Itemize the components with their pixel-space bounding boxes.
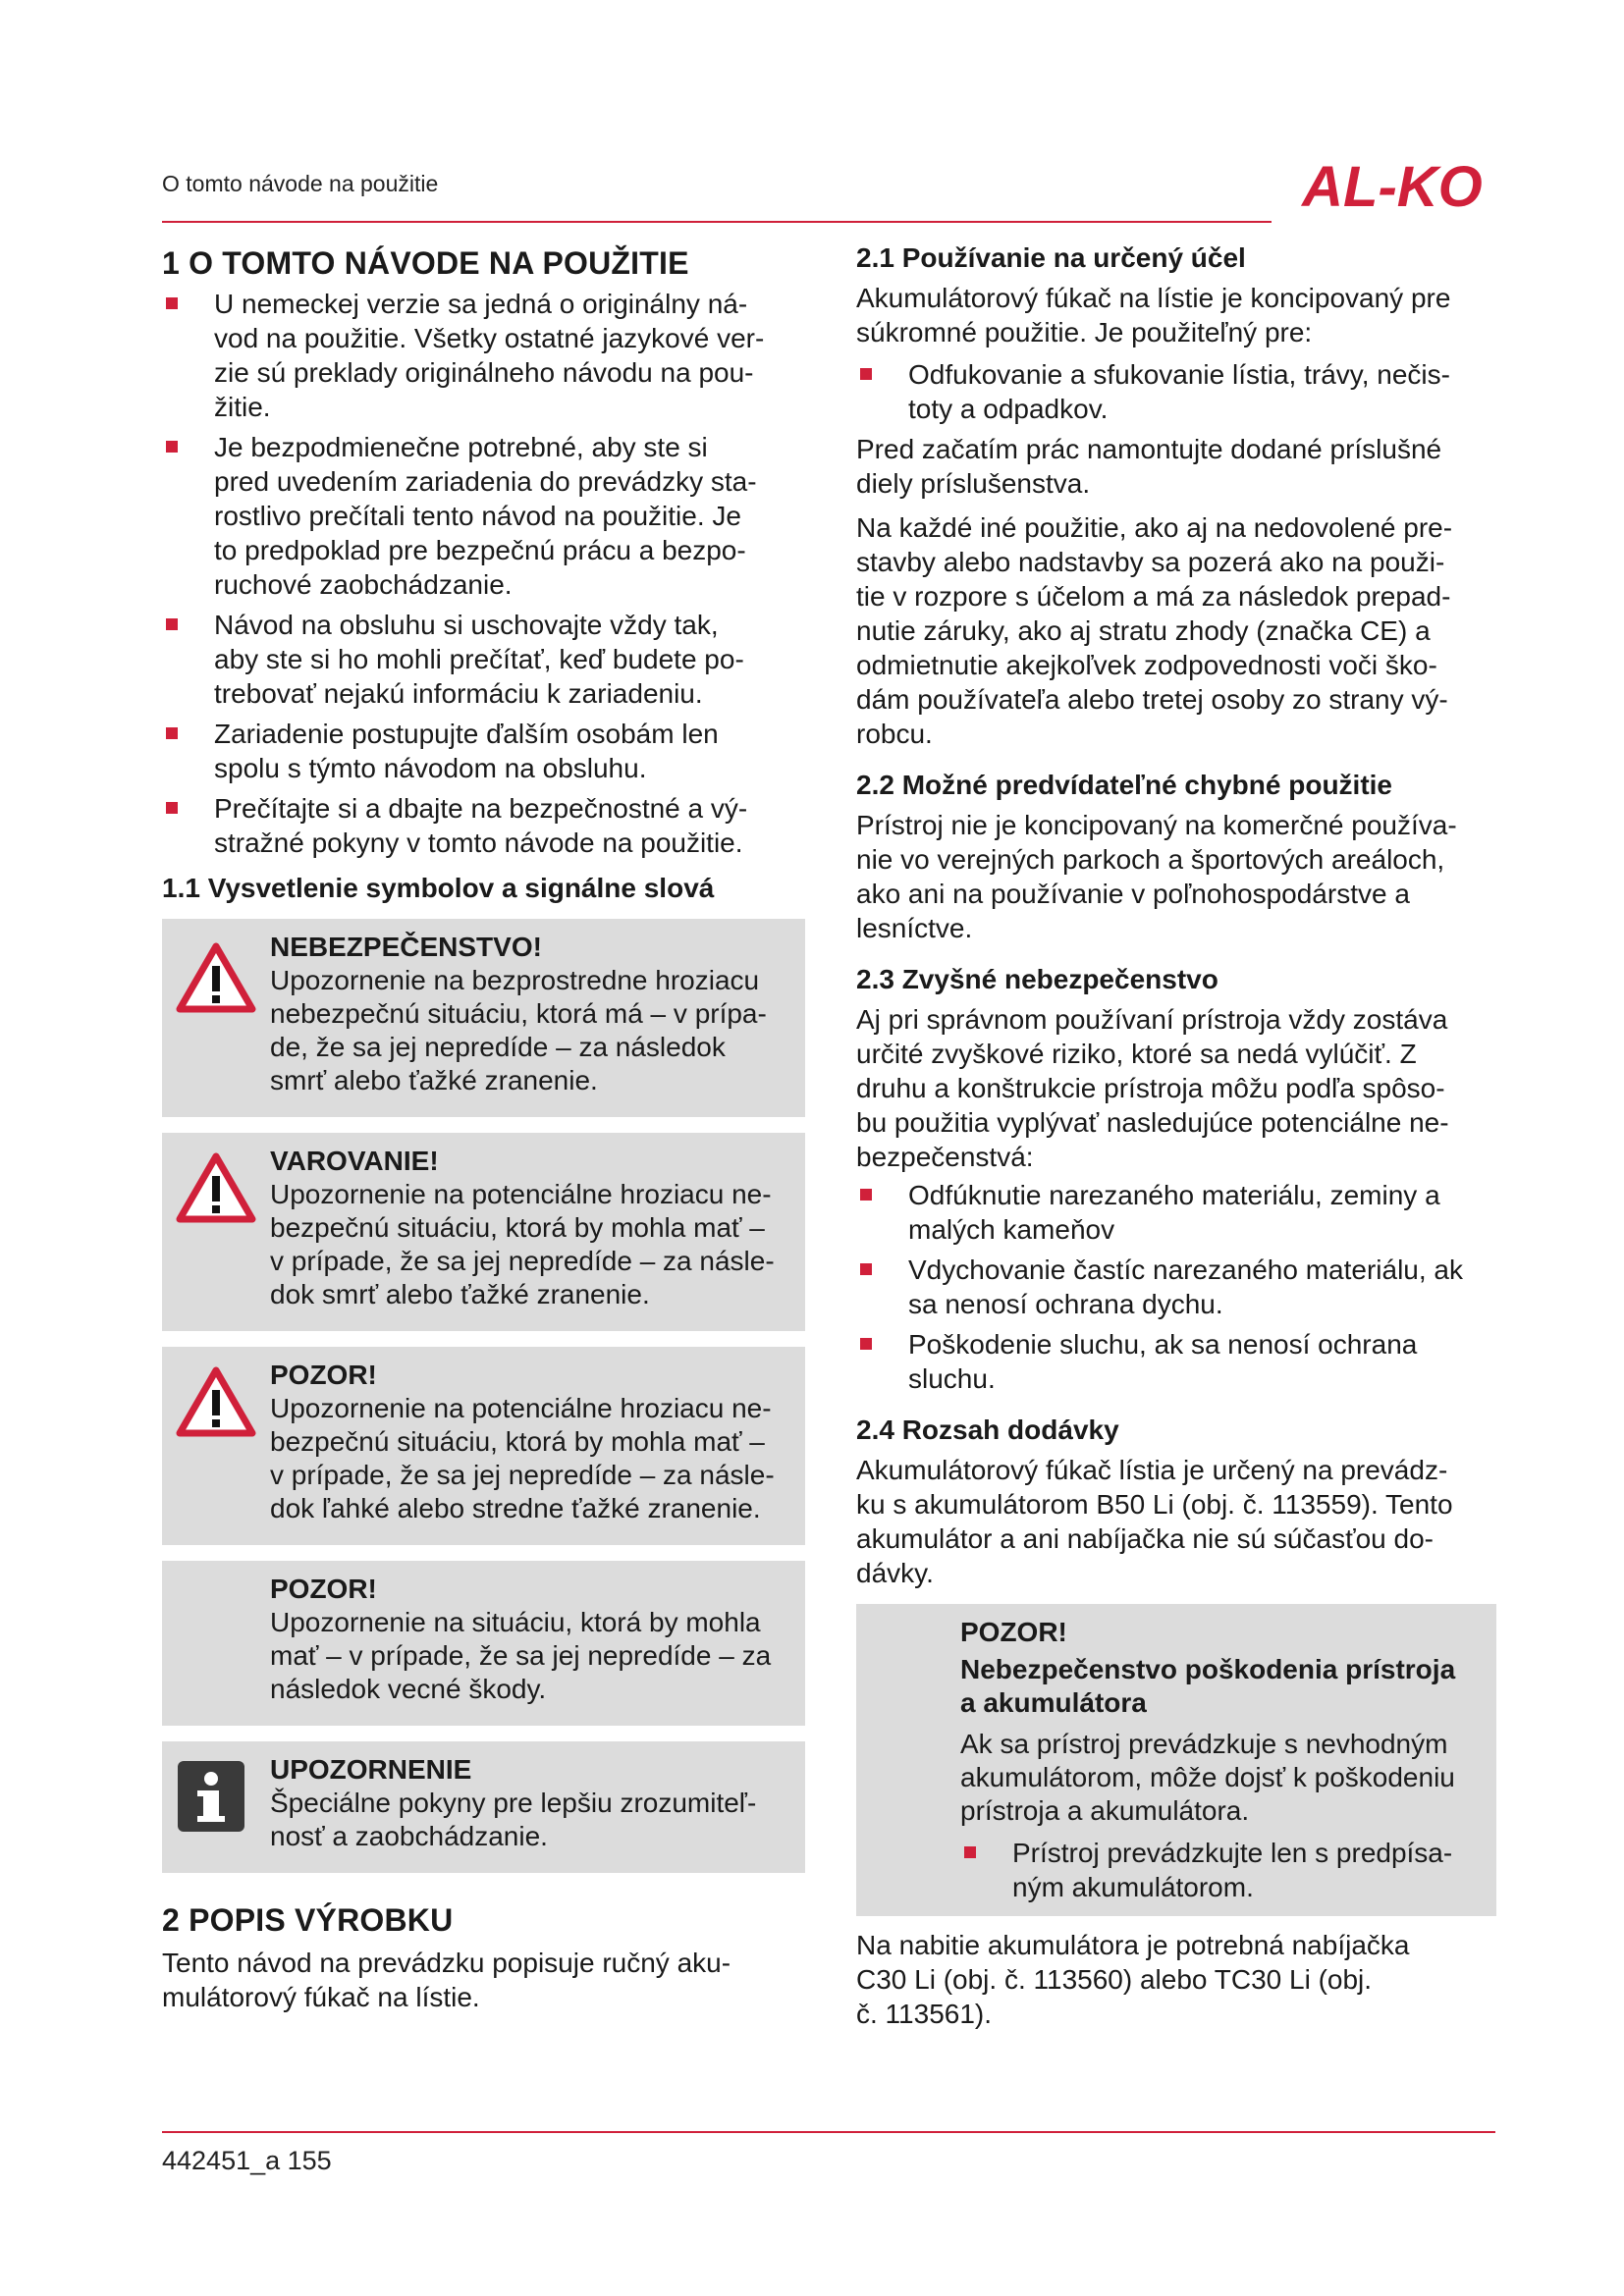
list-item-text: Prečítajte si a dbajte na bezpečnostné a vý- stražné pokyny v tomto návode na použitie. bbox=[214, 793, 748, 858]
notice-battery-caution bbox=[856, 1604, 1496, 1916]
section-2-1-bullets bbox=[856, 357, 1496, 426]
notice-body: Upozornenie na bezprostredne hroziacu nebezpečnú situáciu, ktorá má – v prípa- de, že sa jej nepredíde – za následok smrť alebo ťažké zranenie. bbox=[270, 965, 767, 1095]
notice-body: Upozornenie na potenciálne hroziacu ne- bezpečnú situáciu, ktorá by mohla mať – v prípade, že sa jej nepredíde – za násle- dok smrť alebo ťažké zranenie. bbox=[270, 1179, 775, 1309]
section-2-2-paragraph: Prístroj nie je koncipovaný na komerčné používa- nie vo verejných parkoch a športových areáloch, ako ani na používanie v poľnohospodárstve a lesníctve. bbox=[856, 810, 1457, 943]
bullet-square-icon bbox=[860, 1338, 872, 1350]
notice-bullets bbox=[960, 1836, 1487, 1904]
footer-page-ref: 442451_a 155 bbox=[162, 2146, 332, 2175]
alko-logo bbox=[1288, 157, 1496, 214]
list-item-text: Návod na obsluhu si uschovajte vždy tak, aby ste si ho mohli prečítať, keď budete po- trebovať nejakú informáciu k zariadeniu. bbox=[214, 610, 744, 709]
list-item bbox=[856, 1253, 1496, 1321]
notice-danger bbox=[162, 919, 805, 1117]
list-item bbox=[856, 357, 1496, 426]
list-item bbox=[162, 717, 805, 785]
warning-triangle-icon bbox=[176, 1152, 256, 1228]
section-2-1-paragraph: Akumulátorový fúkač na lístie je koncipovaný pre súkromné použitie. Je použiteľný pre: bbox=[856, 283, 1451, 347]
bullet-square-icon bbox=[166, 802, 178, 814]
list-item bbox=[162, 791, 805, 860]
list-item bbox=[162, 287, 805, 424]
list-item bbox=[162, 430, 805, 602]
notice-body: Špeciálne pokyny pre lepšiu zrozumiteľ- nosť a zaobchádzanie. bbox=[270, 1788, 757, 1851]
footer-rule bbox=[162, 2131, 1495, 2133]
logo-graphic bbox=[1288, 157, 1496, 214]
list-item-text: Odfukovanie a sfukovanie lístia, trávy, nečis- toty a odpadkov. bbox=[908, 359, 1450, 424]
section-2-3-paragraph: Aj pri správnom používaní prístroja vždy zostáva určité zvyškové riziko, ktoré sa nedá vylúčiť. Z druhu a konštrukcie prístroja môžu podľa spôso- bu použitia vyplývať nasledujúce potenciálne ne- bezpečenstvá: bbox=[856, 1004, 1449, 1172]
section-2-3-heading: 2.3 Zvyšné nebezpečenstvo bbox=[856, 964, 1218, 994]
notice-info bbox=[162, 1741, 805, 1873]
notice-title: VAROVANIE! bbox=[270, 1146, 439, 1176]
notice-body: Upozornenie na potenciálne hroziacu ne- bezpečnú situáciu, ktorá by mohla mať – v prípade, že sa jej nepredíde – za násle- dok ľahké alebo stredne ťažké zranenie. bbox=[270, 1393, 775, 1523]
notice-body: Ak sa prístroj prevádzkuje s nevhodným akumulátorom, môže dojsť k poškodeniu prístroja a akumulátora. bbox=[960, 1729, 1455, 1826]
notice-title: UPOZORNENIE bbox=[270, 1754, 472, 1785]
section-1-1-heading: 1.1 Vysvetlenie symbolov a signálne slová bbox=[162, 873, 715, 903]
notice-title: NEBEZPEČENSTVO! bbox=[270, 932, 542, 962]
section-1-heading: 1 O TOMTO NÁVODE NA POUŽITIE bbox=[162, 245, 689, 281]
notice-property-damage bbox=[162, 1561, 805, 1726]
list-item bbox=[960, 1836, 1487, 1904]
header-rule bbox=[162, 221, 1272, 223]
logo-text: AL-KO bbox=[1302, 157, 1483, 214]
left-column bbox=[162, 241, 805, 2014]
section-2-1-paragraph: Pred začatím prác namontujte dodané príslušné diely príslušenstva. bbox=[856, 434, 1442, 499]
notice-title: POZOR! bbox=[270, 1360, 377, 1390]
section-2-4-paragraph: Na nabitie akumulátora je potrebná nabíjačka C30 Li (obj. č. 113560) alebo TC30 Li (obj. č. 113561). bbox=[856, 1930, 1410, 2029]
notice-subtitle: Nebezpečenstvo poškodenia prístroja a akumulátora bbox=[960, 1654, 1456, 1718]
bullet-square-icon bbox=[860, 1189, 872, 1201]
section-2-4-heading: 2.4 Rozsah dodávky bbox=[856, 1415, 1119, 1445]
bullet-square-icon bbox=[166, 441, 178, 453]
list-item bbox=[856, 1327, 1496, 1396]
bullet-square-icon bbox=[860, 1263, 872, 1275]
notice-warning bbox=[162, 1133, 805, 1331]
bullet-square-icon bbox=[166, 618, 178, 630]
info-icon bbox=[176, 1759, 246, 1839]
list-item-text: U nemeckej verzie sa jedná o originálny ná- vod na použitie. Všetky ostatné jazykové ver- zie sú preklady originálneho návodu na pou- žitie. bbox=[214, 289, 765, 422]
section-1-bullets bbox=[162, 287, 805, 860]
list-item-text: Vdychovanie častíc narezaného materiálu, ak sa nenosí ochrana dychu. bbox=[908, 1255, 1463, 1319]
list-item-text: Odfúknutie narezaného materiálu, zeminy a malých kameňov bbox=[908, 1180, 1440, 1245]
notice-title: POZOR! bbox=[270, 1574, 377, 1604]
section-2-1-heading: 2.1 Používanie na určený účel bbox=[856, 242, 1246, 273]
bullet-square-icon bbox=[166, 727, 178, 739]
section-2-3-bullets bbox=[856, 1178, 1496, 1396]
list-item-text: Poškodenie sluchu, ak sa nenosí ochrana sluchu. bbox=[908, 1329, 1418, 1394]
list-item-text: Zariadenie postupujte ďalším osobám len spolu s týmto návodom na obsluhu. bbox=[214, 719, 719, 783]
section-2-2-heading: 2.2 Možné predvídateľné chybné použitie bbox=[856, 770, 1392, 800]
running-header: O tomto návode na použitie bbox=[162, 171, 439, 196]
list-item-text: Prístroj prevádzkujte len s predpísa- ným akumulátorom. bbox=[1012, 1838, 1453, 1902]
list-item bbox=[162, 608, 805, 711]
bullet-square-icon bbox=[860, 368, 872, 380]
notice-title: POZOR! bbox=[960, 1617, 1067, 1647]
right-column bbox=[856, 241, 1496, 2031]
list-item bbox=[856, 1178, 1496, 1247]
notice-body: Upozornenie na situáciu, ktorá by mohla mať – v prípade, že sa jej nepredíde – za následok vecné škody. bbox=[270, 1607, 772, 1704]
warning-triangle-icon bbox=[176, 1366, 256, 1442]
notice-caution bbox=[162, 1347, 805, 1545]
section-2-1-paragraph: Na každé iné použitie, ako aj na nedovolené pre- stavby alebo nadstavby sa pozerá ako na použi- tie v rozpore s účelom a má za následok prepad- nutie záruky, ako aj stratu zhody (značka CE) a odmietnutie akejkoľvek zodpovednosti voči ško- dám používateľa alebo tretej osoby zo strany vý- robcu. bbox=[856, 512, 1453, 749]
warning-triangle-icon bbox=[176, 942, 256, 1018]
section-2-heading: 2 POPIS VÝROBKU bbox=[162, 1902, 454, 1938]
section-2-paragraph: Tento návod na prevádzku popisuje ručný aku- mulátorový fúkač na lístie. bbox=[162, 1948, 731, 2012]
bullet-square-icon bbox=[166, 297, 178, 309]
bullet-square-icon bbox=[964, 1846, 976, 1858]
list-item-text: Je bezpodmienečne potrebné, aby ste si pred uvedením zariadenia do prevádzky sta- rostlivo prečítali tento návod na použitie. Je to predpoklad pre bezpečnú prácu a bezpo- ruchové zaobchádzanie. bbox=[214, 432, 757, 600]
section-2-4-paragraph: Akumulátorový fúkač lístia je určený na prevádz- ku s akumulátorom B50 Li (obj. č. 113559). Tento akumulátor a ani nabíjačka nie sú súčasťou do- dávky. bbox=[856, 1455, 1453, 1588]
